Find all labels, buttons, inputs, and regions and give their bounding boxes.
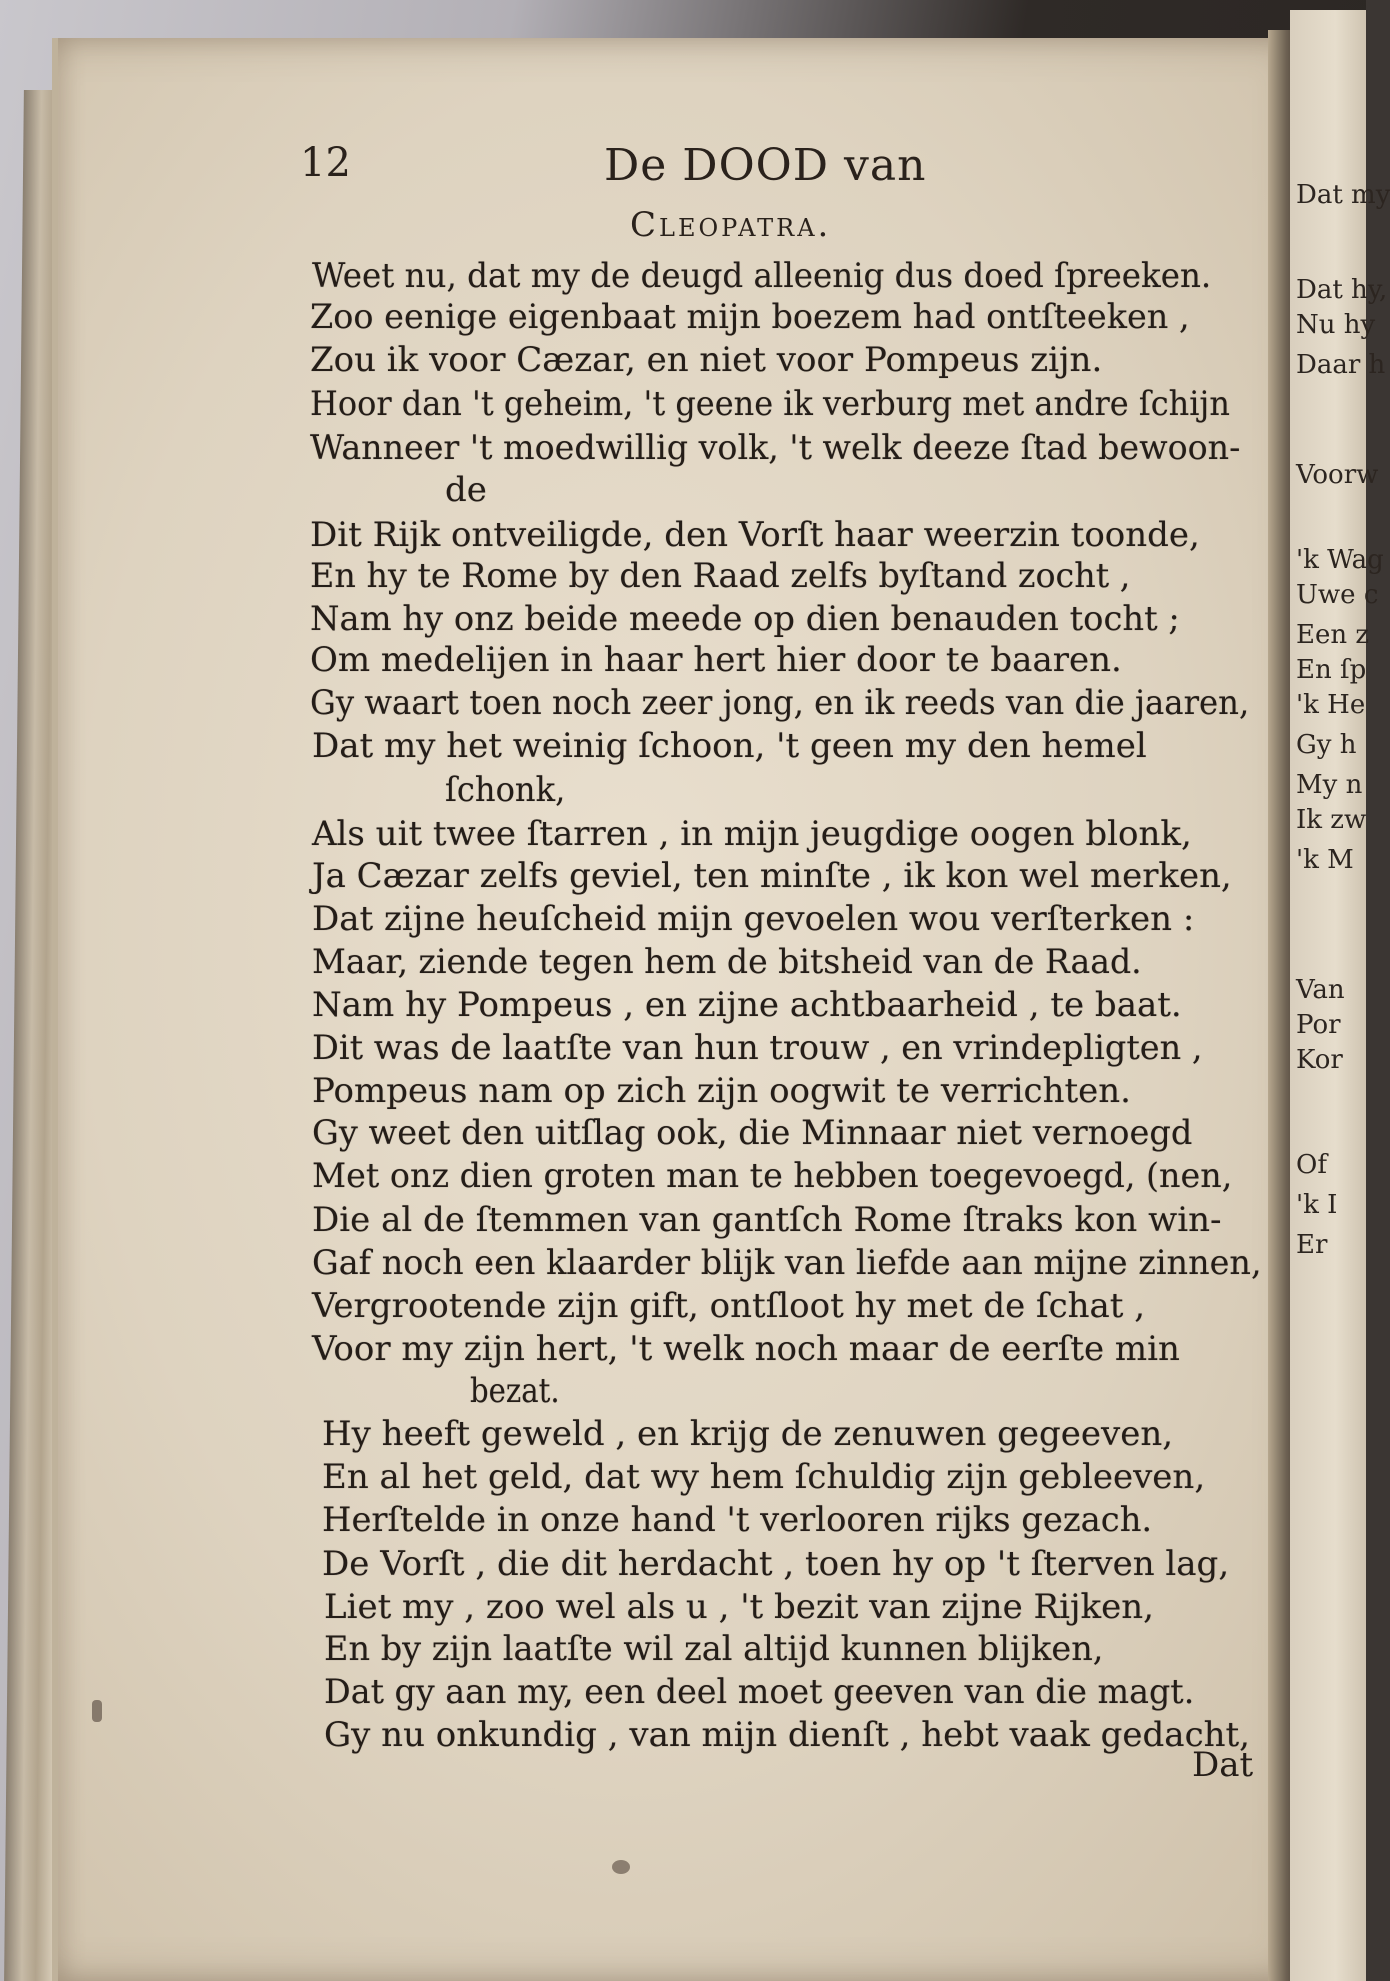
verse-line: En al het geld, dat wy hem ſchuldig zijn gebleeven, (322, 1457, 1206, 1497)
verse-line: Gaf noch een klaarder blijk van liefde aan mijne zinnen, (312, 1243, 1262, 1283)
verse-line: de (445, 470, 487, 510)
verse-line: Pompeus nam op zich zijn oogwit te verrichten. (312, 1071, 1131, 1111)
verse-line: Zoo eenige eigenbaat mijn boezem had ontſteeken , (310, 297, 1190, 337)
facing-page-fragment: Ik zw (1296, 805, 1367, 835)
verse-line: bezat. (470, 1371, 560, 1411)
facing-page-fragment: Of (1296, 1150, 1327, 1180)
verse-line: Gy waart toen noch zeer jong, en ik reeds van die jaaren, (310, 683, 1250, 723)
verse-line: Nam hy onz beide meede op dien benauden tocht ; (310, 599, 1180, 639)
verse-line: Dat zijne heuſcheid mijn gevoelen wou verſterken : (312, 899, 1195, 939)
verse-line: Dit was de laatſte van hun trouw , en vrindepligten , (312, 1028, 1203, 1068)
verse-line: Dat gy aan my, een deel moet geeven van die magt. (324, 1672, 1195, 1712)
facing-page-fragment: 'k He (1296, 690, 1366, 720)
verse-line: Hy heeft geweld , en krijg de zenuwen gegeeven, (322, 1414, 1174, 1454)
verse-line: Die al de ſtemmen van gantſch Rome ſtraks kon win- (312, 1200, 1222, 1240)
facing-page-fragment: En ſp (1296, 655, 1367, 685)
facing-page-fragment: Dat hy, (1296, 275, 1388, 305)
running-subtitle: Cleopatra. (630, 205, 832, 245)
facing-page-fragment: 'k M (1296, 845, 1354, 875)
facing-page-fragment: Een z (1296, 620, 1370, 650)
book-page-right-fragment (1290, 10, 1390, 1981)
facing-page-fragment: Dat my (1296, 180, 1390, 210)
verse-line: Wanneer 't moedwillig volk, 't welk deeze ſtad bewoon- (310, 428, 1241, 468)
verse-line: Maar, ziende tegen hem de bitsheid van de Raad. (312, 942, 1142, 982)
verse-line: De Vorſt , die dit herdacht , toen hy op 't ſterven lag, (322, 1544, 1230, 1584)
facing-page-fragment: Van (1296, 975, 1345, 1005)
verse-line: Om medelijen in haar hert hier door te baaren. (310, 640, 1122, 680)
verse-line: En hy te Rome by den Raad zelfs byſtand zocht , (310, 556, 1131, 596)
facing-page-fragment: 'k Wag (1296, 545, 1384, 575)
verse-line: Zou ik voor Cæzar, en niet voor Pompeus zijn. (310, 340, 1103, 380)
facing-page-fragment: 'k I (1296, 1190, 1338, 1220)
verse-line: Voor my zijn hert, 't welk noch maar de eerſte min (312, 1329, 1180, 1369)
verse-line: Gy weet den uitſlag ook, die Minnaar niet vernoegd (312, 1113, 1193, 1153)
ink-mark (92, 1700, 102, 1722)
running-title: De DOOD van (604, 140, 927, 191)
verse-line: Vergrootende zijn gift, ontſloot hy met de ſchat , (312, 1286, 1146, 1326)
verse-line: Hoor dan 't geheim, 't geene ik verburg met andre ſchijn (310, 384, 1230, 424)
facing-page-fragment: Gy h (1296, 730, 1357, 760)
verse-line: Met onz dien groten man te hebben toegevoegd, (nen, (312, 1156, 1233, 1196)
facing-page-fragment: Por (1296, 1010, 1341, 1040)
facing-page-fragment: Er (1296, 1230, 1328, 1260)
ink-smudge (612, 1860, 630, 1874)
page-number: 12 (300, 140, 351, 186)
verse-line: Dat my het weinig ſchoon, 't geen my den hemel (312, 726, 1147, 766)
verse-line: Weet nu, dat my de deugd alleenig dus doed ſpreeken. (312, 256, 1212, 296)
facing-page-fragment: Uwe c (1296, 580, 1379, 610)
verse-line: En by zijn laatſte wil zal altijd kunnen blijken, (324, 1629, 1104, 1669)
catchword: Dat (1192, 1745, 1254, 1785)
facing-page-fragment: Voorw (1296, 460, 1379, 490)
verse-line: Liet my , zoo wel als u , 't bezit van zijne Rijken, (324, 1587, 1154, 1627)
verse-line: Gy nu onkundig , van mijn dienſt , hebt vaak gedacht, (324, 1715, 1250, 1755)
verse-line: Als uit twee ſtarren , in mijn jeugdige oogen blonk, (312, 814, 1192, 854)
verse-line: Nam hy Pompeus , en zijne achtbaarheid , te baat. (312, 985, 1182, 1025)
verse-line: Herſtelde in onze hand 't verlooren rijks gezach. (322, 1500, 1153, 1540)
facing-page-fragment: My n (1296, 770, 1363, 800)
page-header (300, 140, 1020, 200)
facing-page-fragment: Kor (1296, 1045, 1343, 1075)
facing-page-fragment: Daar h (1296, 350, 1386, 380)
verse-line: Dit Rijk ontveiligde, den Vorſt haar weerzin toonde, (310, 515, 1200, 555)
verse-line: ſchonk, (445, 770, 566, 810)
facing-page-fragment: Nu hy (1296, 310, 1376, 340)
verse-line: Ja Cæzar zelfs geviel, ten minſte , ik kon wel merken, (312, 856, 1232, 896)
